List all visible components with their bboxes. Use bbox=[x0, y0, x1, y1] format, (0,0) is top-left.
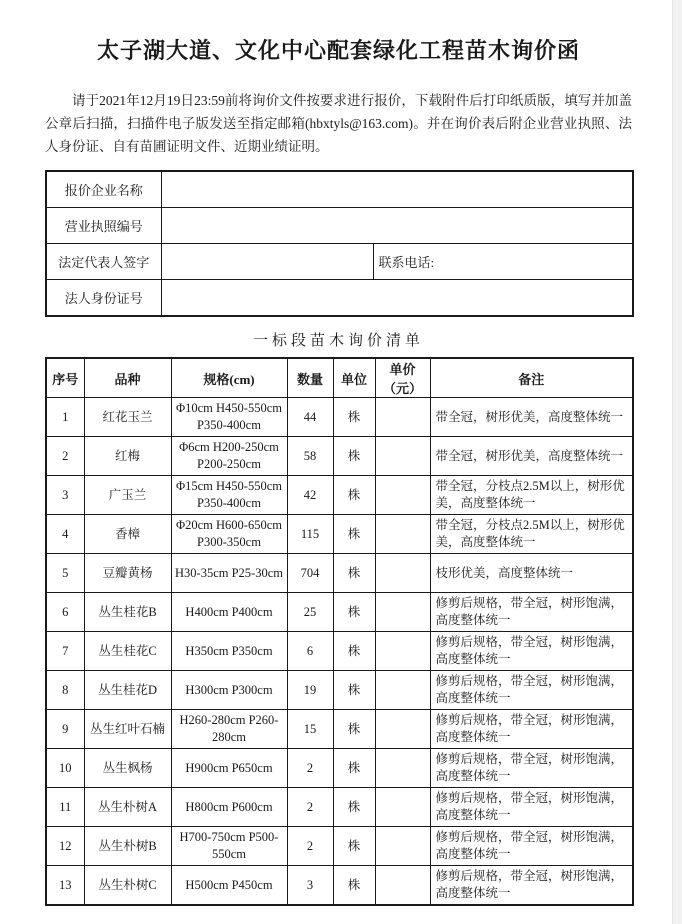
form-field-company-name[interactable] bbox=[161, 171, 633, 208]
cell-unit: 株 bbox=[333, 749, 375, 788]
cell-remark: 修剪后规格，带全冠，树形饱满，高度整体统一 bbox=[430, 632, 633, 671]
cell-price[interactable] bbox=[375, 866, 430, 906]
cell-unit: 株 bbox=[333, 554, 375, 593]
section-title: 一标段苗木询价清单 bbox=[252, 333, 424, 349]
cell-spec: H30-35cm P25-30cm bbox=[171, 554, 287, 593]
cell-spec: H260-280cm P260-280cm bbox=[171, 710, 287, 749]
cell-qty: 6 bbox=[287, 632, 333, 671]
cell-species: 红梅 bbox=[84, 437, 171, 476]
bidder-info-form bbox=[45, 170, 634, 317]
cell-spec: H500cm P450cm bbox=[171, 866, 287, 906]
cell-remark: 修剪后规格，带全冠，树形饱满，高度整体统一 bbox=[430, 671, 633, 710]
inquiry-table bbox=[45, 357, 634, 906]
table-row bbox=[46, 476, 633, 515]
form-row-license-no bbox=[46, 208, 633, 244]
cell-species: 丛生桂花C bbox=[84, 632, 171, 671]
cell-qty: 25 bbox=[287, 593, 333, 632]
column-header-price: 单价（元） bbox=[375, 358, 430, 398]
cell-unit: 株 bbox=[333, 866, 375, 906]
cell-price[interactable] bbox=[375, 398, 430, 437]
cell-qty: 2 bbox=[287, 827, 333, 866]
cell-unit: 株 bbox=[333, 515, 375, 554]
cell-unit: 株 bbox=[333, 827, 375, 866]
cell-spec: Φ20cm H600-650cm P300-350cm bbox=[171, 515, 287, 554]
cell-price[interactable] bbox=[375, 437, 430, 476]
phone-label: 联系电话: bbox=[378, 255, 435, 270]
table-row bbox=[46, 827, 633, 866]
table-row bbox=[46, 710, 633, 749]
cell-spec: H300cm P300cm bbox=[171, 671, 287, 710]
cell-qty: 42 bbox=[287, 476, 333, 515]
cell-remark: 带全冠，分枝点2.5M以上，树形优美，高度整体统一 bbox=[430, 476, 633, 515]
cell-qty: 3 bbox=[287, 866, 333, 906]
cell-remark: 修剪后规格，带全冠，树形饱满，高度整体统一 bbox=[430, 749, 633, 788]
table-row bbox=[46, 632, 633, 671]
right-gutter bbox=[672, 0, 682, 924]
header-row bbox=[46, 358, 633, 398]
cell-species: 广玉兰 bbox=[84, 476, 171, 515]
cell-qty: 15 bbox=[287, 710, 333, 749]
cell-no: 6 bbox=[46, 593, 84, 632]
column-header-remark: 备注 bbox=[430, 358, 633, 398]
cell-remark: 枝形优美，高度整体统一 bbox=[430, 554, 633, 593]
cell-spec: H800cm P600cm bbox=[171, 788, 287, 827]
cell-no: 9 bbox=[46, 710, 84, 749]
cell-spec: Φ15cm H450-550cm P350-400cm bbox=[171, 476, 287, 515]
cell-price[interactable] bbox=[375, 788, 430, 827]
form-field-id-number[interactable] bbox=[161, 280, 633, 317]
table-row bbox=[46, 593, 633, 632]
cell-qty: 19 bbox=[287, 671, 333, 710]
cell-species: 红花玉兰 bbox=[84, 398, 171, 437]
table-row bbox=[46, 788, 633, 827]
cell-qty: 44 bbox=[287, 398, 333, 437]
cell-remark: 带全冠，树形优美，高度整体统一 bbox=[430, 437, 633, 476]
cell-unit: 株 bbox=[333, 788, 375, 827]
cell-qty: 58 bbox=[287, 437, 333, 476]
cell-price[interactable] bbox=[375, 671, 430, 710]
cell-species: 丛生朴树B bbox=[84, 827, 171, 866]
table-row bbox=[46, 749, 633, 788]
cell-species: 丛生朴树A bbox=[84, 788, 171, 827]
cell-no: 8 bbox=[46, 671, 84, 710]
cell-unit: 株 bbox=[333, 398, 375, 437]
cell-no: 1 bbox=[46, 398, 84, 437]
cell-spec: H350cm P350cm bbox=[171, 632, 287, 671]
form-row-company-name bbox=[46, 171, 633, 208]
cell-price[interactable] bbox=[375, 749, 430, 788]
cell-unit: 株 bbox=[333, 632, 375, 671]
cell-species: 豆瓣黄杨 bbox=[84, 554, 171, 593]
form-label-company-name: 报价企业名称 bbox=[46, 171, 161, 208]
table-row bbox=[46, 866, 633, 906]
cell-species: 香樟 bbox=[84, 515, 171, 554]
cell-price[interactable] bbox=[375, 515, 430, 554]
form-field-phone[interactable] bbox=[373, 244, 633, 280]
cell-unit: 株 bbox=[333, 476, 375, 515]
cell-no: 11 bbox=[46, 788, 84, 827]
cell-species: 丛生朴树C bbox=[84, 866, 171, 906]
column-header-species: 品种 bbox=[84, 358, 171, 398]
cell-qty: 704 bbox=[287, 554, 333, 593]
intro-paragraph: 请于2021年12月19日23:59前将询价文件按要求进行报价，下载附件后打印纸质版，填写并加盖公章后扫描，扫描件电子版发送至指定邮箱(hbxtyls@163.com)。并在询价表后附企业营业执照、法人身份证、自有苗圃证明文件、近期业绩证明。 bbox=[45, 93, 632, 154]
form-label-id-number: 法人身份证号 bbox=[46, 280, 161, 317]
cell-no: 4 bbox=[46, 515, 84, 554]
cell-price[interactable] bbox=[375, 593, 430, 632]
cell-species: 丛生枫杨 bbox=[84, 749, 171, 788]
document-title: 太子湖大道、文化中心配套绿化工程苗木询价函 bbox=[96, 38, 580, 63]
cell-spec: H400cm P400cm bbox=[171, 593, 287, 632]
cell-no: 7 bbox=[46, 632, 84, 671]
cell-species: 丛生红叶石楠 bbox=[84, 710, 171, 749]
form-row-id-number bbox=[46, 280, 633, 317]
table-row bbox=[46, 515, 633, 554]
cell-spec: Φ10cm H450-550cm P350-400cm bbox=[171, 398, 287, 437]
cell-no: 3 bbox=[46, 476, 84, 515]
cell-remark: 修剪后规格，带全冠，树形饱满，高度整体统一 bbox=[430, 866, 633, 906]
cell-price[interactable] bbox=[375, 710, 430, 749]
form-label-signature: 法定代表人签字 bbox=[46, 244, 161, 280]
cell-no: 5 bbox=[46, 554, 84, 593]
table-row bbox=[46, 671, 633, 710]
cell-spec: H700-750cm P500-550cm bbox=[171, 827, 287, 866]
table-row bbox=[46, 398, 633, 437]
cell-qty: 2 bbox=[287, 788, 333, 827]
cell-unit: 株 bbox=[333, 593, 375, 632]
cell-remark: 带全冠，分枝点2.5M以上，树形优美，高度整体统一 bbox=[430, 515, 633, 554]
cell-unit: 株 bbox=[333, 710, 375, 749]
cell-qty: 2 bbox=[287, 749, 333, 788]
form-field-license-no[interactable] bbox=[161, 208, 633, 244]
form-label-license-no: 营业执照编号 bbox=[46, 208, 161, 244]
cell-remark: 修剪后规格，带全冠，树形饱满，高度整体统一 bbox=[430, 827, 633, 866]
table-row bbox=[46, 437, 633, 476]
cell-no: 13 bbox=[46, 866, 84, 906]
table-row bbox=[46, 554, 633, 593]
cell-unit: 株 bbox=[333, 671, 375, 710]
cell-qty: 115 bbox=[287, 515, 333, 554]
cell-remark: 修剪后规格，带全冠，树形饱满，高度整体统一 bbox=[430, 788, 633, 827]
form-row-signature bbox=[46, 244, 633, 280]
cell-species: 丛生桂花D bbox=[84, 671, 171, 710]
cell-species: 丛生桂花B bbox=[84, 593, 171, 632]
cell-price[interactable] bbox=[375, 476, 430, 515]
column-header-unit: 单位 bbox=[333, 358, 375, 398]
cell-price[interactable] bbox=[375, 632, 430, 671]
column-header-no: 序号 bbox=[46, 358, 84, 398]
column-header-spec: 规格(cm) bbox=[171, 358, 287, 398]
cell-price[interactable] bbox=[375, 554, 430, 593]
cell-spec: H900cm P650cm bbox=[171, 749, 287, 788]
cell-remark: 带全冠，树形优美，高度整体统一 bbox=[430, 398, 633, 437]
cell-no: 12 bbox=[46, 827, 84, 866]
cell-unit: 株 bbox=[333, 437, 375, 476]
cell-no: 10 bbox=[46, 749, 84, 788]
cell-remark: 修剪后规格，带全冠，树形饱满，高度整体统一 bbox=[430, 593, 633, 632]
cell-price[interactable] bbox=[375, 827, 430, 866]
form-field-signature[interactable] bbox=[161, 244, 373, 280]
cell-no: 2 bbox=[46, 437, 84, 476]
cell-remark: 修剪后规格，带全冠，树形饱满，高度整体统一 bbox=[430, 710, 633, 749]
column-header-qty: 数量 bbox=[287, 358, 333, 398]
cell-spec: Φ6cm H200-250cm P200-250cm bbox=[171, 437, 287, 476]
